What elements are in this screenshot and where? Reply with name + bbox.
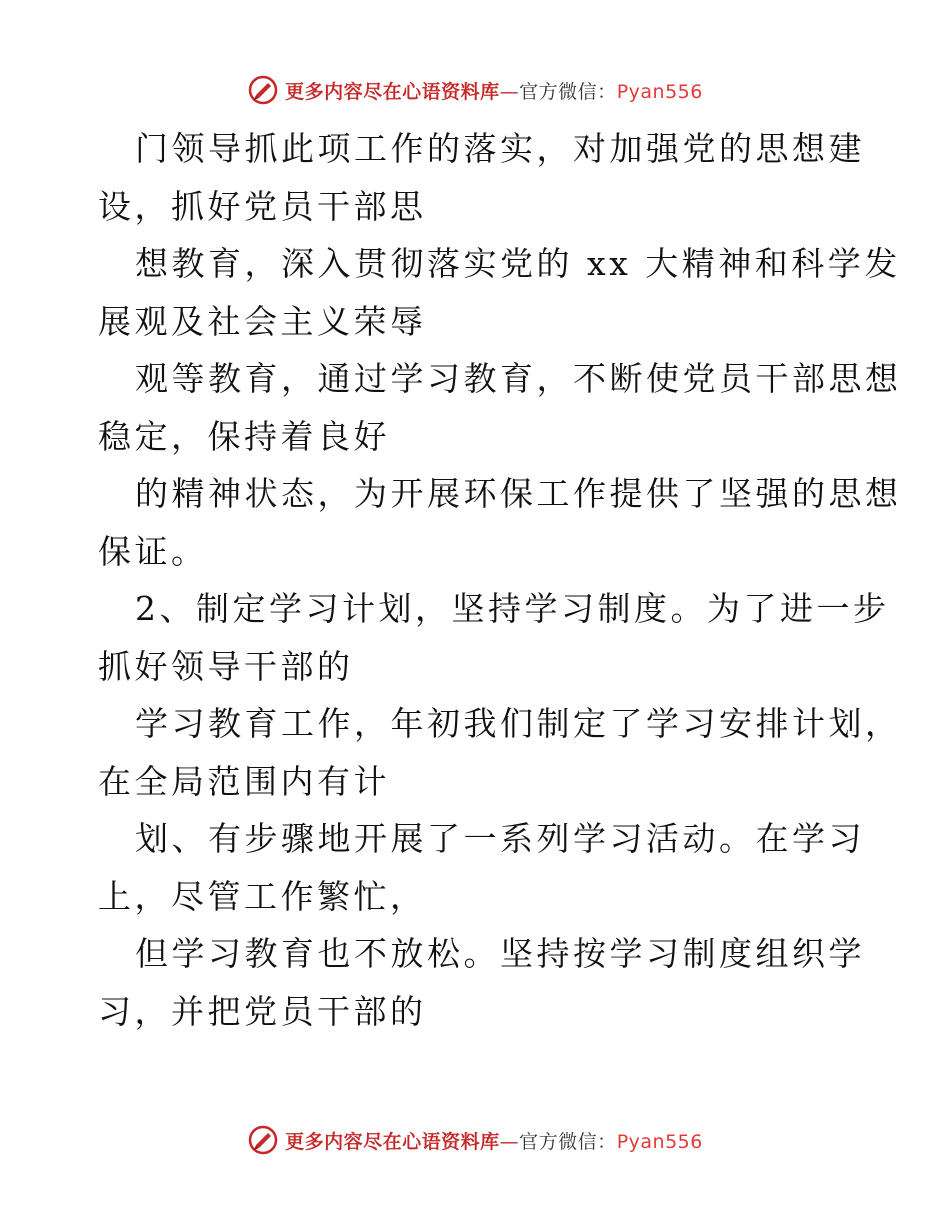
paragraph-line: 划、有步骤地开展了一系列学习活动。在学习	[135, 819, 865, 858]
paragraph	[98, 580, 890, 695]
paragraph	[98, 465, 902, 580]
paragraph-line: 稳定，保持着良好	[98, 416, 390, 456]
paragraph-line: 抓好领导干部的	[98, 646, 354, 686]
paragraph-line: 的精神状态，为开展环保工作提供了坚强的思想	[135, 474, 902, 513]
paragraph-line: 但学习教育也不放松。坚持按学习制度组织学	[135, 934, 865, 973]
paragraph	[98, 810, 865, 925]
paragraph-line: 保证。	[98, 531, 208, 571]
paragraph	[98, 120, 865, 235]
paragraph	[98, 350, 902, 465]
logo-icon	[247, 1124, 279, 1156]
paragraph-line: 门领导抓此项工作的落实，对加强党的思想建	[135, 129, 865, 168]
banner-main-text: 更多内容尽在心语资料库	[285, 80, 500, 103]
banner-wechat-label: 官方微信：	[519, 1130, 617, 1153]
logo-icon	[247, 74, 279, 106]
paragraph-line: 在全局范围内有计	[98, 761, 390, 801]
banner-account: Pyan556	[616, 1130, 703, 1153]
banner-wechat-label: 官方微信：	[519, 80, 617, 103]
paragraph-line: 学习教育工作，年初我们制定了学习安排计划，	[135, 704, 902, 743]
paragraph-line: 展观及社会主义荣辱	[98, 301, 427, 341]
paragraph	[98, 925, 865, 1040]
header-banner	[0, 70, 950, 110]
footer-banner	[0, 1120, 950, 1160]
banner-text	[285, 77, 703, 104]
banner-account: Pyan556	[616, 80, 703, 103]
banner-separator: —	[499, 80, 520, 103]
banner-separator: —	[499, 1130, 520, 1153]
paragraph-line: 2、制定学习计划，坚持学习制度。为了进一步	[135, 589, 890, 628]
paragraph-line: 上，尽管工作繁忙，	[98, 876, 427, 916]
banner-main-text: 更多内容尽在心语资料库	[285, 1130, 500, 1153]
paragraph-line: 观等教育，通过学习教育，不断使党员干部思想	[135, 359, 902, 398]
paragraph-line: 设，抓好党员干部思	[98, 186, 427, 226]
paragraph-line: 习，并把党员干部的	[98, 991, 427, 1031]
paragraph	[98, 235, 901, 350]
paragraph	[98, 695, 902, 810]
paragraph-line: 想教育，深入贯彻落实党的 xx 大精神和科学发	[135, 244, 901, 283]
banner-text	[285, 1127, 703, 1154]
document-body	[98, 120, 902, 1040]
